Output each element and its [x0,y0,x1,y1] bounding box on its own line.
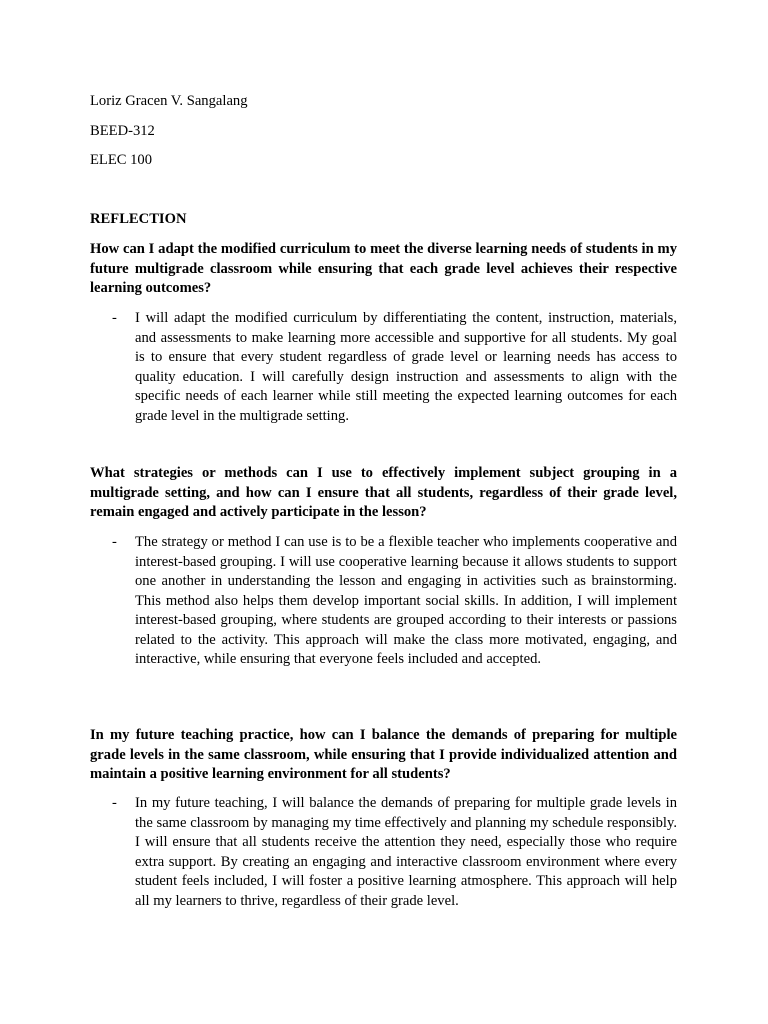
question-3: In my future teaching practice, how can I balance the demands of preparing for multiple grade levels in the same classroom, while ensuring that I provide individualized attention and maintain a positive learning environment for all students? [90,727,677,782]
answer-text: I will adapt the modified curriculum by differentiating the content, instruction, materials, and assessments to make learning more accessible and supportive for all students. My goal is to ensure that every student regardless of grade level or learning needs has access to quality education. I will carefully design instruction and assessments to align with the specific needs of each learner while still meeting the expected learning outcomes for each grade level in the multigrade setting. [135,310,677,424]
answer-1 [90,309,677,426]
bullet-dash: - [112,534,117,550]
answer-text: The strategy or method I can use is to be a flexible teacher who implements cooperative and interest-based grouping. I will use cooperative learning because it allows students to support one another in understanding the lesson and engaging in activities such as brainstorming. This method also helps them develop important social skills. In addition, I will implement interest-based grouping, where students are grouped according to their interests or passions related to the activity. This approach will make the class more motivated, engaging, and interactive, while ensuring that everyone feels included and accepted. [135,534,677,667]
bullet-dash: - [112,795,117,811]
document-title: REFLECTION [90,211,187,227]
question-1: How can I adapt the modified curriculum to meet the diverse learning needs of students in my future multigrade classroom while ensuring that each grade level achieves their respective learning outcomes? [90,241,677,296]
student-name: Loriz Gracen V. Sangalang [90,93,248,109]
bullet-dash: - [112,310,117,326]
question-2: What strategies or methods can I use to effectively implement subject grouping in a multigrade setting, and how can I ensure that all students, regardless of their grade level, remain engaged and actively participate in the lesson? [90,465,677,520]
answer-2 [90,533,677,670]
subject-code: ELEC 100 [90,152,153,168]
answer-3 [90,794,677,911]
answer-text: In my future teaching, I will balance the demands of preparing for multiple grade levels in the same classroom by managing my time effectively and planning my schedule responsibly. I will ensure that all students receive the attention they need, especially those who require extra support. By creating an engaging and interactive classroom environment where every student feels included, I will foster a positive learning atmosphere. This approach will help all my learners to thrive, regardless of their grade level. [135,795,677,909]
course-code: BEED-312 [90,123,155,139]
